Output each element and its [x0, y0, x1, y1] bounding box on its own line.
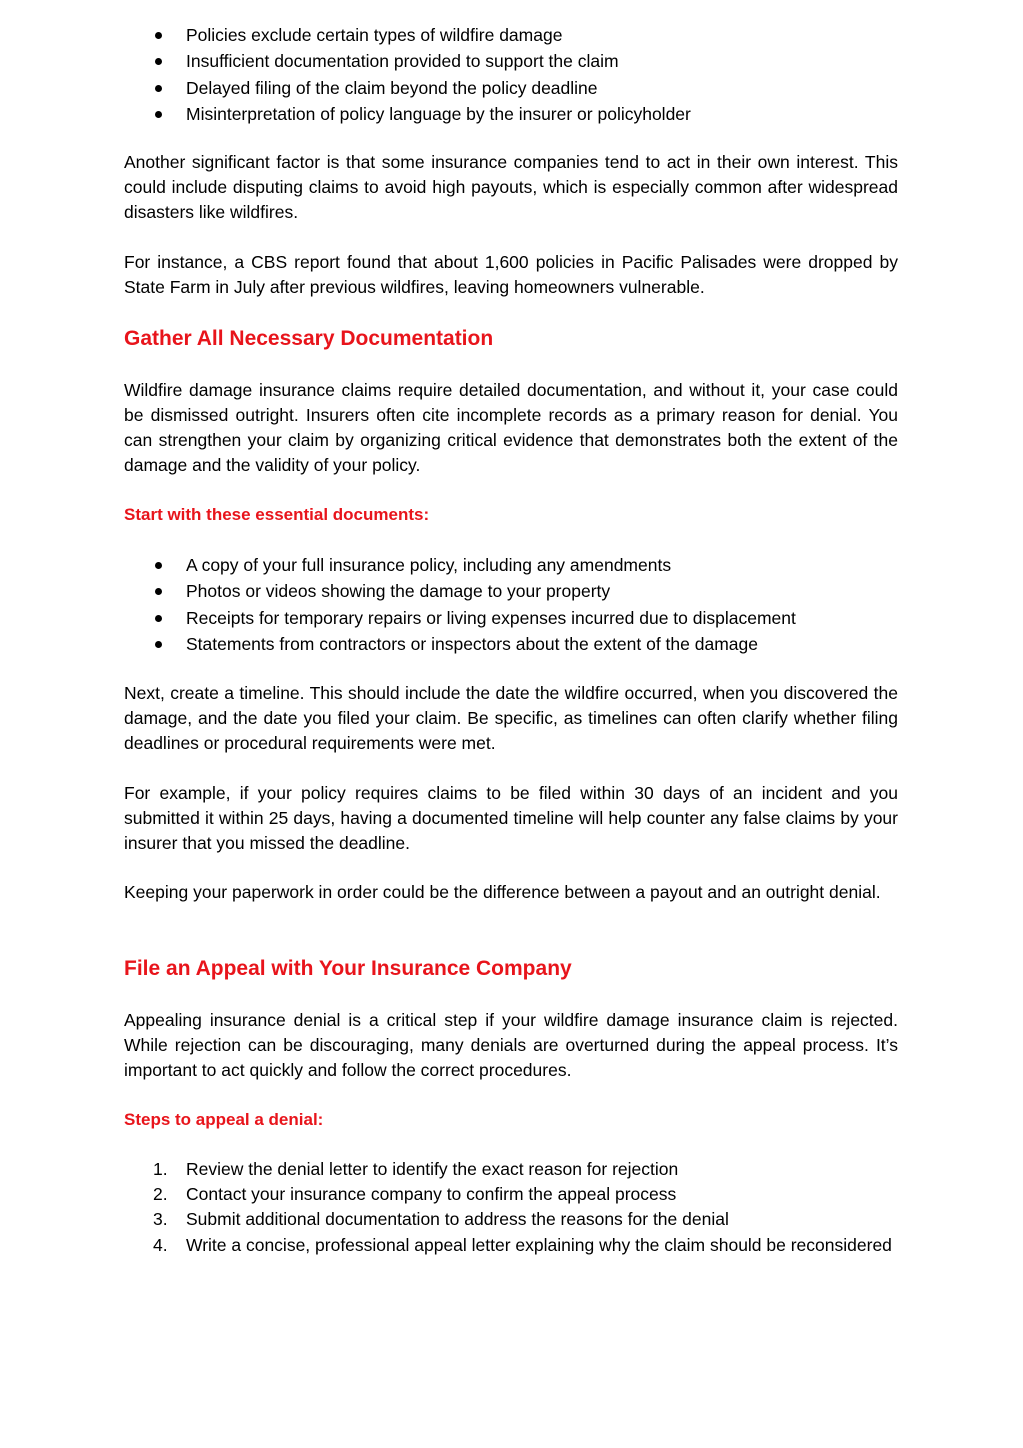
bullet-icon: [155, 562, 162, 569]
bullet-icon: [155, 641, 162, 648]
bullet-icon: [155, 588, 162, 595]
heading-file-appeal: File an Appeal with Your Insurance Company: [124, 957, 572, 980]
appeal-steps-list: [124, 1157, 898, 1258]
bullet-icon: [155, 615, 162, 622]
list-item: 1. Review the denial letter to identify the exact reason for rejection: [153, 1159, 679, 1179]
list-item: Insufficient documentation provided to support the claim: [124, 48, 898, 74]
list-item: A copy of your full insurance policy, including any amendments: [124, 552, 898, 578]
list-item: Receipts for temporary repairs or living expenses incurred due to displacement: [124, 605, 898, 631]
list-item: Photos or videos showing the damage to your property: [124, 578, 898, 604]
paragraph-appeal-intro: Appealing insurance denial is a critical step if your wildfire damage insurance claim is rejected. While rejection can be discouraging, many denials are overturned during the appeal process. It’s important to act quickly and follow the correct procedures.: [124, 1010, 898, 1080]
list-item: Delayed filing of the claim beyond the policy deadline: [124, 75, 898, 101]
bullet-icon: [155, 58, 162, 65]
bullet-icon: [155, 32, 162, 39]
paragraph-insurer-interest: Another significant factor is that some insurance companies tend to act in their own interest. This could include disputing claims to avoid high payouts, which is especially common after widespread disasters like wildfires.: [124, 152, 898, 222]
paragraph-cbs-report: For instance, a CBS report found that about 1,600 policies in Pacific Palisades were dropped by State Farm in July after previous wildfires, leaving homeowners vulnerable.: [124, 252, 898, 297]
bullet-icon: [155, 85, 162, 92]
paragraph-deadline-example: For example, if your policy requires claims to be filed within 30 days of an incident and you submitted it within 25 days, having a documented timeline will help counter any false claims by your insurer that you missed the deadline.: [124, 783, 898, 853]
paragraph-documentation-intro: Wildfire damage insurance claims require detailed documentation, and without it, your case could be dismissed outright. Insurers often cite incomplete records as a primary reason for denial. You can strengthen your claim by organizing critical evidence that demonstrates both the extent of the damage and the validity of your policy.: [124, 380, 898, 475]
essential-documents-list: [124, 552, 898, 657]
paragraph-paperwork: Keeping your paperwork in order could be the difference between a payout and an outright denial.: [124, 882, 881, 902]
list-item: Policies exclude certain types of wildfire damage: [124, 22, 898, 48]
heading-gather-documentation: Gather All Necessary Documentation: [124, 327, 494, 350]
denial-reasons-list: [124, 22, 898, 127]
list-item: 2. Contact your insurance company to confirm the appeal process: [153, 1184, 677, 1205]
bullet-icon: [155, 111, 162, 118]
list-item: 4. Write a concise, professional appeal letter explaining why the claim should be reconsidered: [153, 1234, 892, 1255]
list-item: Misinterpretation of policy language by the insurer or policyholder: [124, 101, 898, 127]
subheading-appeal-steps: Steps to appeal a denial:: [124, 1110, 324, 1129]
subheading-essential-documents: Start with these essential documents:: [124, 505, 430, 524]
list-item: Statements from contractors or inspectors about the extent of the damage: [124, 631, 898, 657]
paragraph-timeline: Next, create a timeline. This should include the date the wildfire occurred, when you discovered the damage, and the date you filed your claim. Be specific, as timelines can often clarify whether filing deadlines or procedural requirements were met.: [124, 683, 898, 753]
list-item: 3. Submit additional documentation to address the reasons for the denial: [153, 1209, 729, 1230]
